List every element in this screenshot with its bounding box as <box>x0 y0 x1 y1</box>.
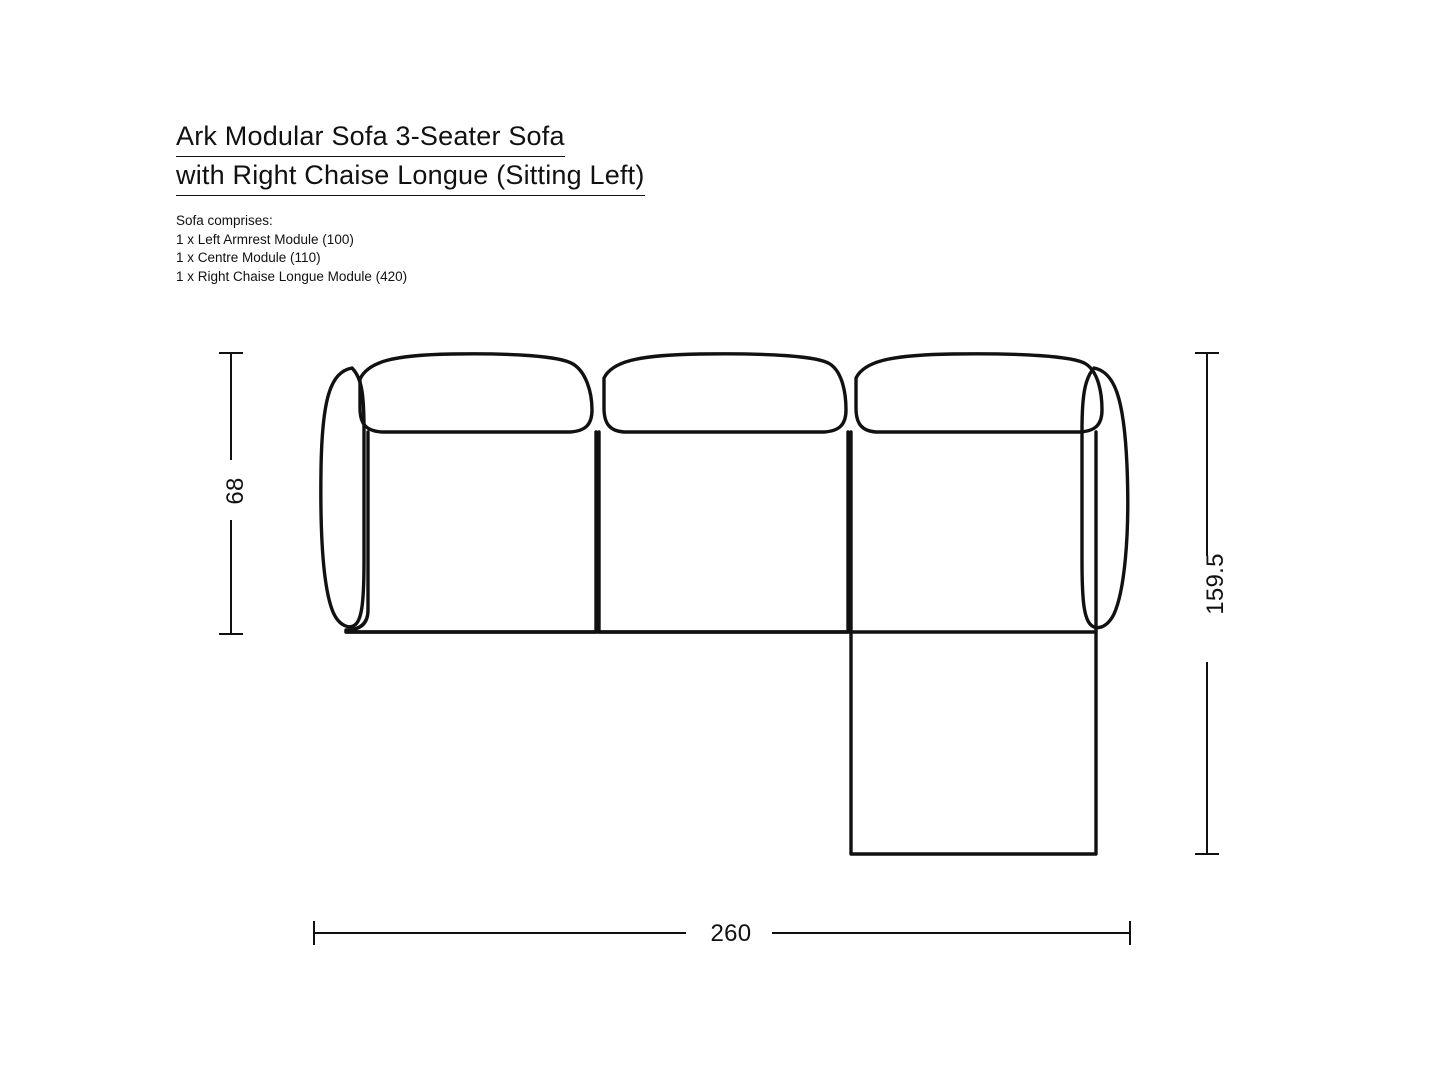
specs-item-2: 1 x Right Chaise Longue Module (420) <box>176 268 408 284</box>
title-line-1: Ark Modular Sofa 3-Seater Sofa <box>176 118 565 157</box>
right-armrest-outline <box>1082 368 1128 628</box>
centre-seat-module-outline <box>599 432 848 632</box>
left-back-cushion-outline <box>360 354 592 432</box>
dimension-label-height: 159.5 <box>1202 553 1229 615</box>
dimension-label-width: 260 <box>690 920 772 948</box>
specs-item-1: 1 x Centre Module (110) <box>176 250 321 266</box>
centre-back-cushion-outline <box>604 354 846 432</box>
right-chaise-module-outline <box>851 432 1096 854</box>
specs-item-0: 1 x Left Armrest Module (100) <box>176 231 354 247</box>
right-back-cushion-outline <box>856 354 1102 432</box>
left-seat-module-outline <box>346 432 596 632</box>
left-armrest-outline <box>321 368 364 627</box>
specs-heading: Sofa comprises: <box>176 213 273 228</box>
dimension-label-depth: 68 <box>222 477 249 505</box>
title-line-2: with Right Chaise Longue (Sitting Left) <box>176 157 645 196</box>
